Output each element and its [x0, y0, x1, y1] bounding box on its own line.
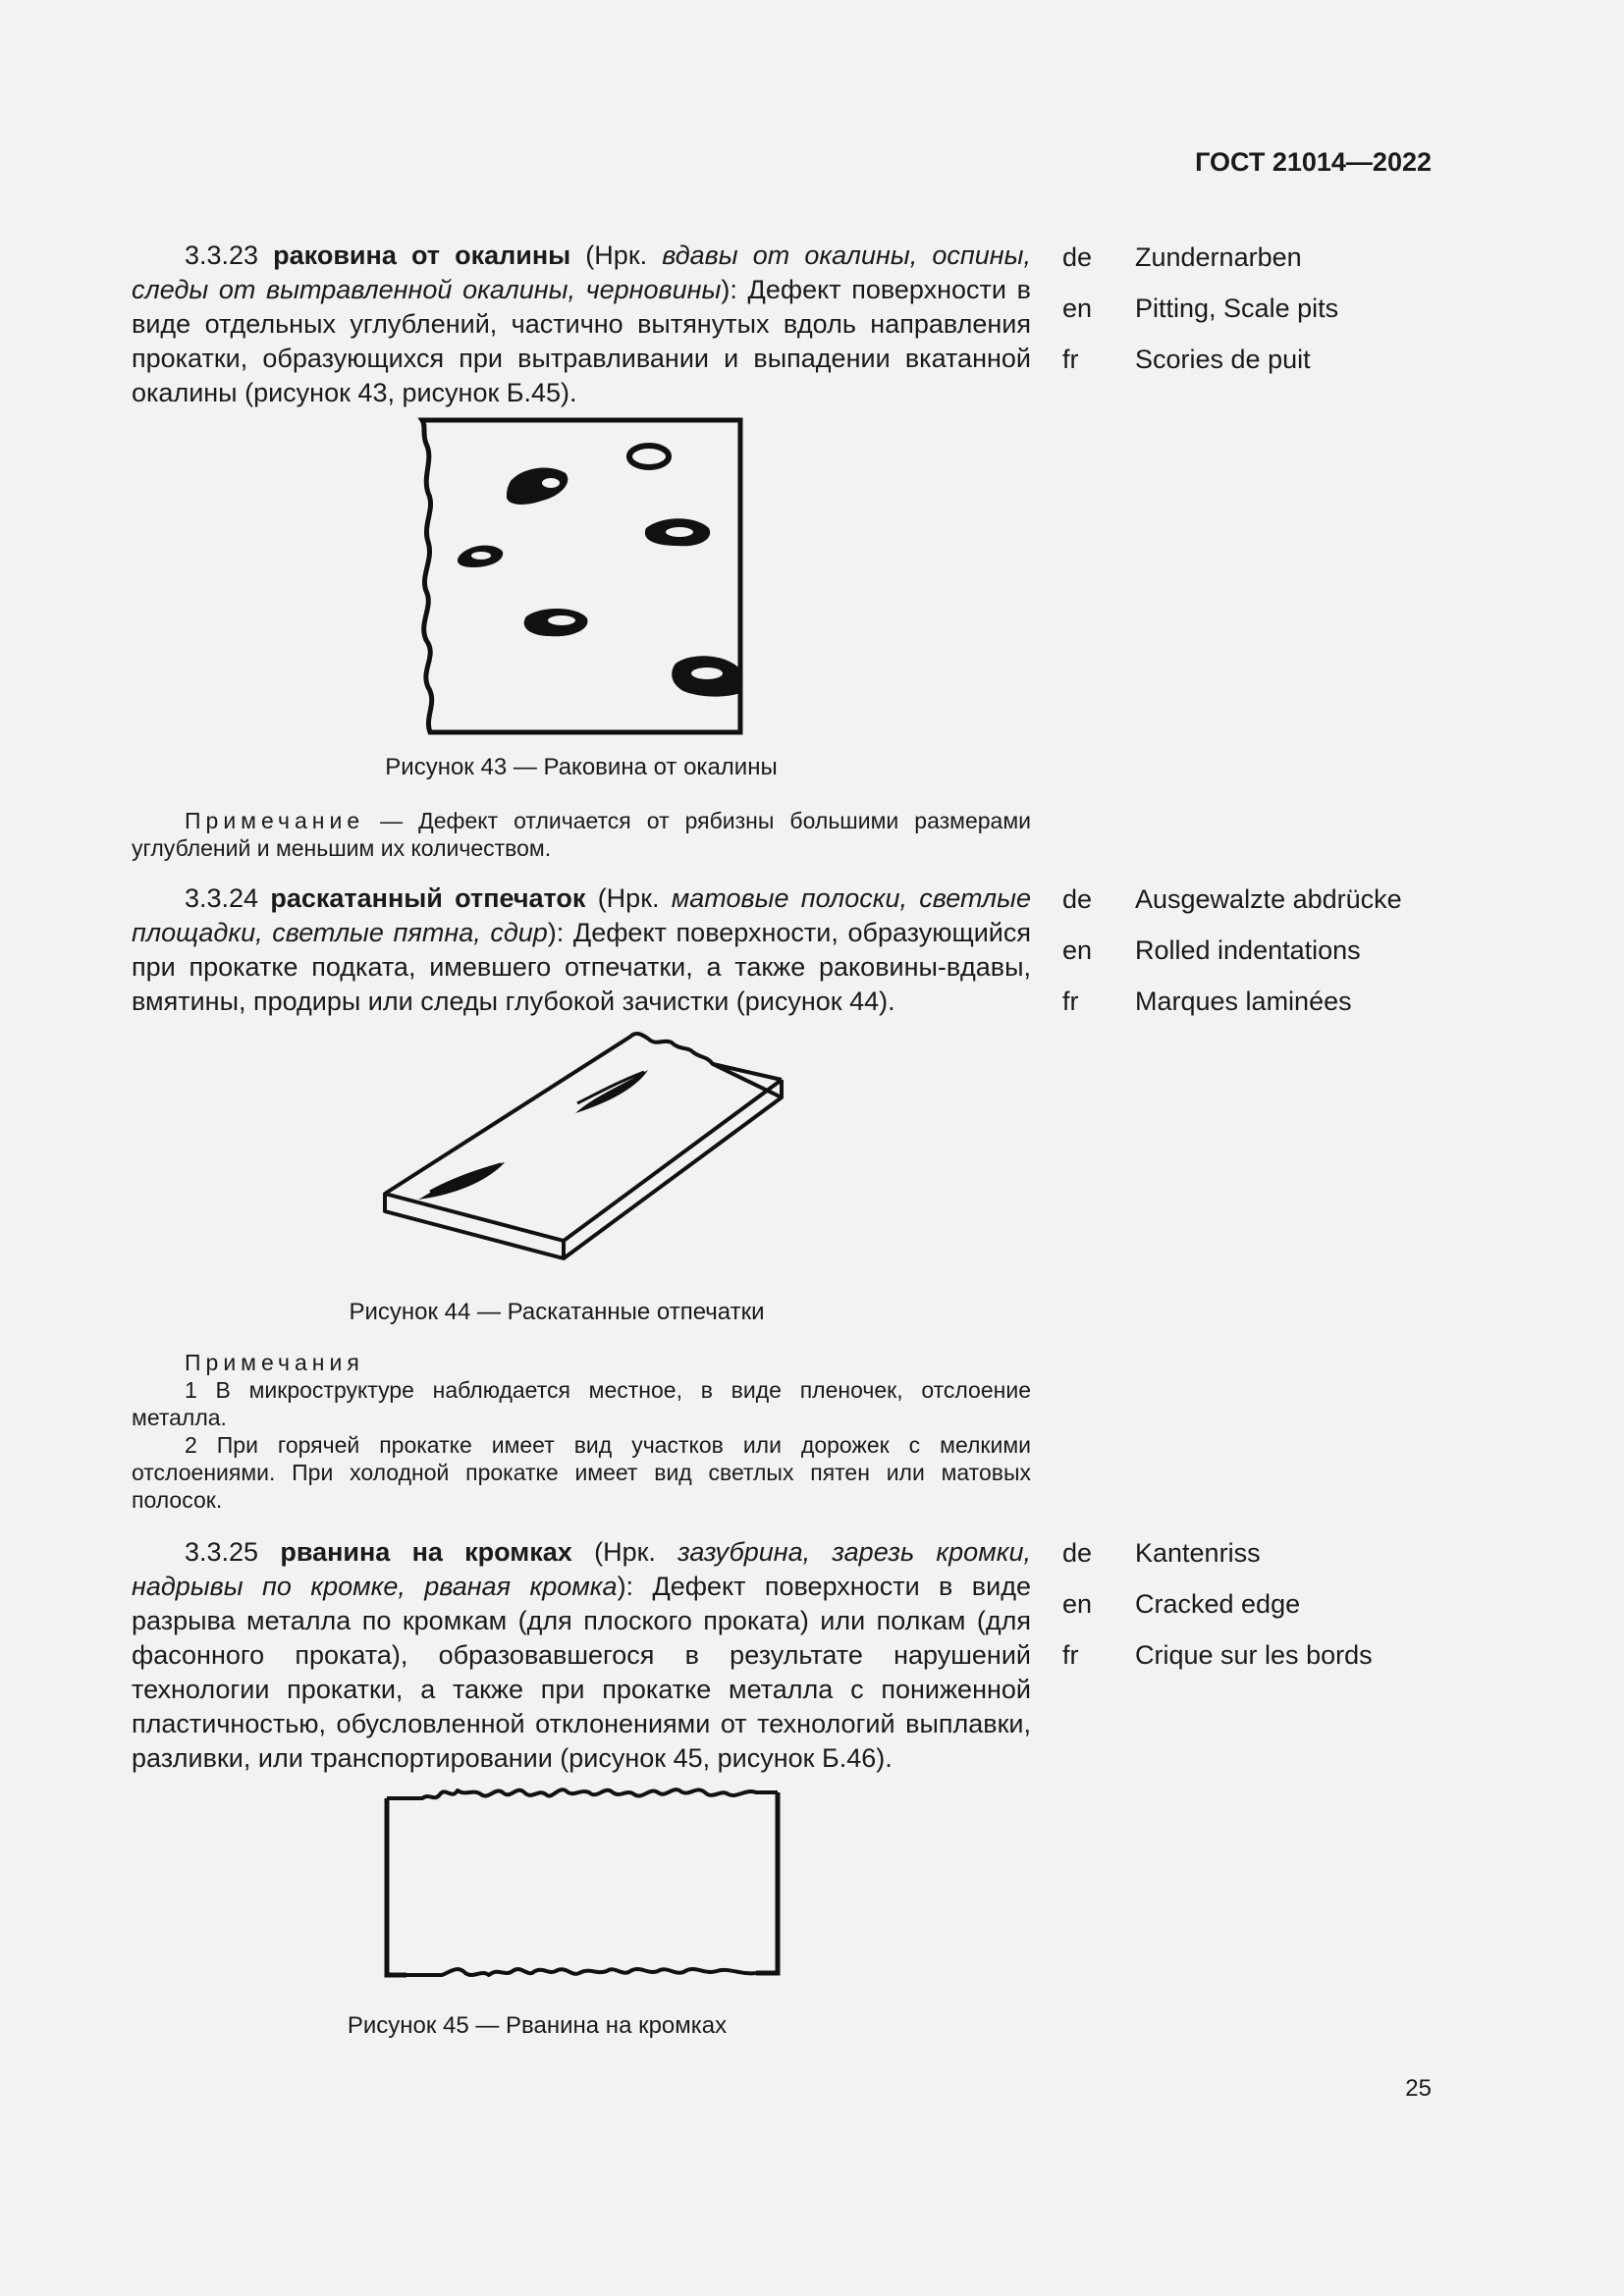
- lang-code: fr: [1062, 987, 1079, 1016]
- translation-text: Scories de puit: [1135, 345, 1311, 374]
- lang-code: en: [1062, 1589, 1093, 1619]
- translations-3-3-23: [1062, 242, 1534, 396]
- notes-label: Примечания: [185, 1350, 364, 1375]
- entry-definition: ): Дефект поверхности, образующийся при прокатке подката, имевшего отпечатки, а также раковины-вдавы, вмятины, продиры или следы глубокой зачистки (рисунок 44).: [132, 918, 1031, 1016]
- lang-code: fr: [1062, 345, 1079, 374]
- translation-row: [1062, 884, 1534, 935]
- entry-definition: ): Дефект поверхности в виде отдельных углублений, частично вытянутых вдоль направления прокатки, образующихся при вытравливании и выпадении вкатанной окалины (рисунок 43, рисунок Б.45).: [132, 275, 1032, 407]
- entry-definition: ): Дефект поверхности в виде разрыва металла по кромкам (для плоского проката) или полкам (для фасонного проката), образовавшегося в результате нарушений технологии прокатки, а также при прокатке металла с пониженной пластичностью, обусловленной отклонениями от технологий выплавки, разливки, или транспортировании (рисунок 45, рисунок Б.46).: [132, 1572, 1031, 1773]
- translation-row: [1062, 1640, 1534, 1691]
- note-label: Примечание: [185, 808, 365, 833]
- figure-44-caption: Рисунок 44 — Раскатанные отпечатки: [349, 1299, 765, 1325]
- entry-3-3-24: [132, 881, 1031, 1019]
- translation-text: Crique sur les bords: [1135, 1640, 1373, 1670]
- synonym-open: (Нрк.: [571, 1537, 678, 1567]
- translation-text: Marques laminées: [1135, 987, 1352, 1016]
- translations-3-3-25: [1062, 1538, 1534, 1691]
- entry-number: 3.3.25: [185, 1537, 259, 1567]
- entry-term: рванина на кромках: [280, 1537, 572, 1567]
- figure-44-rolled-plate: [379, 1025, 791, 1290]
- lang-code: de: [1062, 884, 1093, 914]
- translation-row: [1062, 935, 1534, 987]
- notes-3-3-24: [132, 1349, 1031, 1514]
- translation-row: [1062, 242, 1534, 294]
- note-text: — Дефект отличается от рябизны большими размерами углублений и меньшим их количеством.: [132, 808, 1031, 861]
- entry-3-3-23: [132, 239, 1031, 410]
- translation-row: [1062, 1589, 1534, 1640]
- figure-43-scale-pits: [412, 412, 746, 746]
- lang-code: de: [1062, 1538, 1093, 1568]
- translation-row: [1062, 987, 1534, 1038]
- translation-row: [1062, 1538, 1534, 1589]
- translation-text: Kantenriss: [1135, 1538, 1261, 1568]
- entry-synonyms: зазубрина, зарезь кромки, надрывы по кромке, рваная кромка: [132, 1537, 1031, 1601]
- translation-text: Zundernarben: [1135, 242, 1302, 272]
- translation-row: [1062, 345, 1534, 396]
- translation-row: [1062, 294, 1534, 345]
- entry-number: 3.3.23: [185, 240, 259, 270]
- synonym-open: (Нрк.: [570, 240, 663, 270]
- figure-45-caption: Рисунок 45 — Рванина на кромках: [347, 2012, 728, 2039]
- lang-code: en: [1062, 935, 1093, 965]
- lang-code: fr: [1062, 1640, 1079, 1670]
- synonym-open: (Нрк.: [585, 883, 672, 913]
- figure-45-cracked-edge: [383, 1779, 785, 1985]
- note-3-3-23: [132, 807, 1031, 862]
- lang-code: de: [1062, 242, 1093, 272]
- translation-text: Ausgewalzte abdrücke: [1135, 884, 1402, 914]
- figure-43-caption: Рисунок 43 — Раковина от окалины: [385, 754, 778, 780]
- translation-text: Rolled indentations: [1135, 935, 1361, 965]
- document-header: ГОСТ 21014—2022: [1195, 147, 1432, 177]
- note-1: 1 В микроструктуре наблюдается местное, в виде пленочек, отслоение металла.: [132, 1377, 1031, 1430]
- entry-synonyms: вдавы от окалины, оспины, следы от вытравленной окалины, черновины: [132, 240, 1031, 304]
- lang-code: en: [1062, 294, 1093, 323]
- entry-term: раковина от окалины: [273, 240, 571, 270]
- entry-3-3-25: [132, 1535, 1031, 1776]
- entry-number: 3.3.24: [185, 883, 259, 913]
- page-number: 25: [1405, 2075, 1432, 2102]
- entry-synonyms: матовые полоски, светлые площадки, светлые пятна, сдир: [132, 883, 1031, 947]
- translation-text: Pitting, Scale pits: [1135, 294, 1339, 323]
- translations-3-3-24: [1062, 884, 1534, 1038]
- note-2: 2 При горячей прокатке имеет вид участков или дорожек с мелкими отслоениями. При холодной прокатке имеет вид светлых пятен или матовых полосок.: [132, 1432, 1031, 1513]
- translation-text: Cracked edge: [1135, 1589, 1301, 1619]
- entry-term: раскатанный отпечаток: [270, 883, 586, 913]
